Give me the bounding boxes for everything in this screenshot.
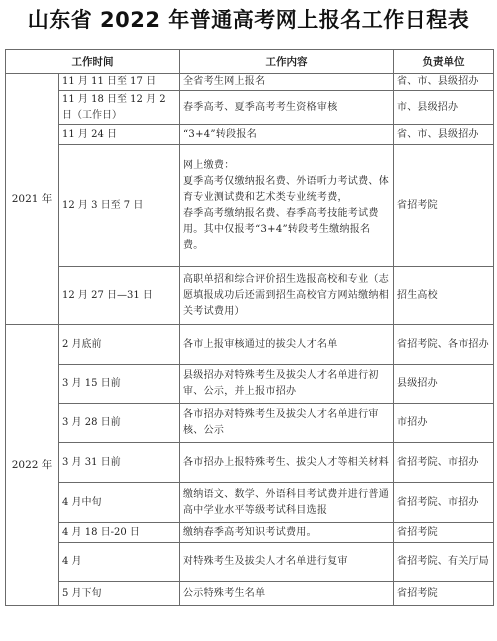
table-row bbox=[6, 125, 494, 145]
unit-cell: 市、县级招办 bbox=[394, 91, 494, 125]
header-time: 工作时间 bbox=[6, 50, 180, 74]
content-cell: 对特殊考生及拔尖人才名单进行复审 bbox=[180, 543, 394, 582]
table-row bbox=[6, 523, 494, 543]
table-row bbox=[6, 443, 494, 483]
time-cell: 3 月 31 日前 bbox=[59, 443, 180, 483]
year-cell-2021: 2021 年 bbox=[6, 74, 59, 325]
time-cell: 4 月 bbox=[59, 543, 180, 582]
content-cell: “3+4”转段报名 bbox=[180, 125, 394, 145]
time-cell: 12 月 27 日—31 日 bbox=[59, 267, 180, 325]
header-content: 工作内容 bbox=[180, 50, 394, 74]
page-title: 山东省 2022 年普通高考网上报名工作日程表 bbox=[27, 8, 470, 32]
content-cell: 缴纳语文、数学、外语科目考试费并进行普通高中学业水平等级考试科目选报 bbox=[180, 483, 394, 523]
unit-cell: 省招考院 bbox=[394, 523, 494, 543]
unit-cell: 省招考院、各市招办 bbox=[394, 325, 494, 365]
unit-cell: 省招考院、市招办 bbox=[394, 483, 494, 523]
time-cell: 12 月 3 日至 7 日 bbox=[59, 145, 180, 267]
table-row bbox=[6, 91, 494, 125]
unit-cell: 省招考院、市招办 bbox=[394, 443, 494, 483]
table-row bbox=[6, 267, 494, 325]
table-row bbox=[6, 582, 494, 606]
content-cell: 公示特殊考生名单 bbox=[180, 582, 394, 606]
unit-cell: 省招考院、有关厅局 bbox=[394, 543, 494, 582]
table-row bbox=[6, 145, 494, 267]
content-cell bbox=[180, 145, 394, 267]
unit-cell: 县级招办 bbox=[394, 365, 494, 404]
time-cell: 11 月 18 日至 12 月 2 日（工作日） bbox=[59, 91, 180, 125]
unit-cell: 招生高校 bbox=[394, 267, 494, 325]
schedule-table bbox=[5, 49, 494, 606]
unit-cell: 市招办 bbox=[394, 404, 494, 443]
table-row bbox=[6, 543, 494, 582]
content-cell: 高职单招和综合评价招生选报高校和专业（志愿填报成功后还需到招生高校官方网站缴纳相关考试费用） bbox=[180, 267, 394, 325]
unit-cell: 省招考院 bbox=[394, 145, 494, 267]
time-cell: 4 月 18 日-20 日 bbox=[59, 523, 180, 543]
unit-cell: 省、市、县级招办 bbox=[394, 74, 494, 91]
content-cell: 县级招办对特殊考生及拔尖人才名单进行初审、公示，并上报市招办 bbox=[180, 365, 394, 404]
time-cell: 11 月 11 日至 17 日 bbox=[59, 74, 180, 91]
time-cell: 3 月 15 日前 bbox=[59, 365, 180, 404]
table-row bbox=[6, 483, 494, 523]
header-unit: 负责单位 bbox=[394, 50, 494, 74]
time-cell: 11 月 24 日 bbox=[59, 125, 180, 145]
table-row bbox=[6, 74, 494, 91]
table-row bbox=[6, 325, 494, 365]
content-line: 网上缴费： 夏季高考仅缴纳报名费、外语听力考试费、体育专业测试费和艺术类专业统考费， 春季高考缴纳报名费、春季高考技能考试费用。其中仅报考“3+4”转段考生缴纳报名费。 bbox=[183, 159, 389, 251]
time-cell: 2 月底前 bbox=[59, 325, 180, 365]
table-row bbox=[6, 365, 494, 404]
time-cell: 4 月中旬 bbox=[59, 483, 180, 523]
year-cell-2022: 2022 年 bbox=[6, 325, 59, 606]
table-row bbox=[6, 404, 494, 443]
time-cell: 3 月 28 日前 bbox=[59, 404, 180, 443]
content-cell: 春季高考、夏季高考考生资格审核 bbox=[180, 91, 394, 125]
unit-cell: 省、市、县级招办 bbox=[394, 125, 494, 145]
time-cell: 5 月下旬 bbox=[59, 582, 180, 606]
content-cell: 各市上报审核通过的拔尖人才名单 bbox=[180, 325, 394, 365]
content-cell: 缴纳春季高考知识考试费用。 bbox=[180, 523, 394, 543]
unit-cell: 省招考院 bbox=[394, 582, 494, 606]
content-cell: 全省考生网上报名 bbox=[180, 74, 394, 91]
table-header-row bbox=[6, 50, 494, 74]
content-cell: 各市招办对特殊考生及拔尖人才名单进行审核、公示 bbox=[180, 404, 394, 443]
content-cell: 各市招办上报特殊考生、拔尖人才等相关材料 bbox=[180, 443, 394, 483]
